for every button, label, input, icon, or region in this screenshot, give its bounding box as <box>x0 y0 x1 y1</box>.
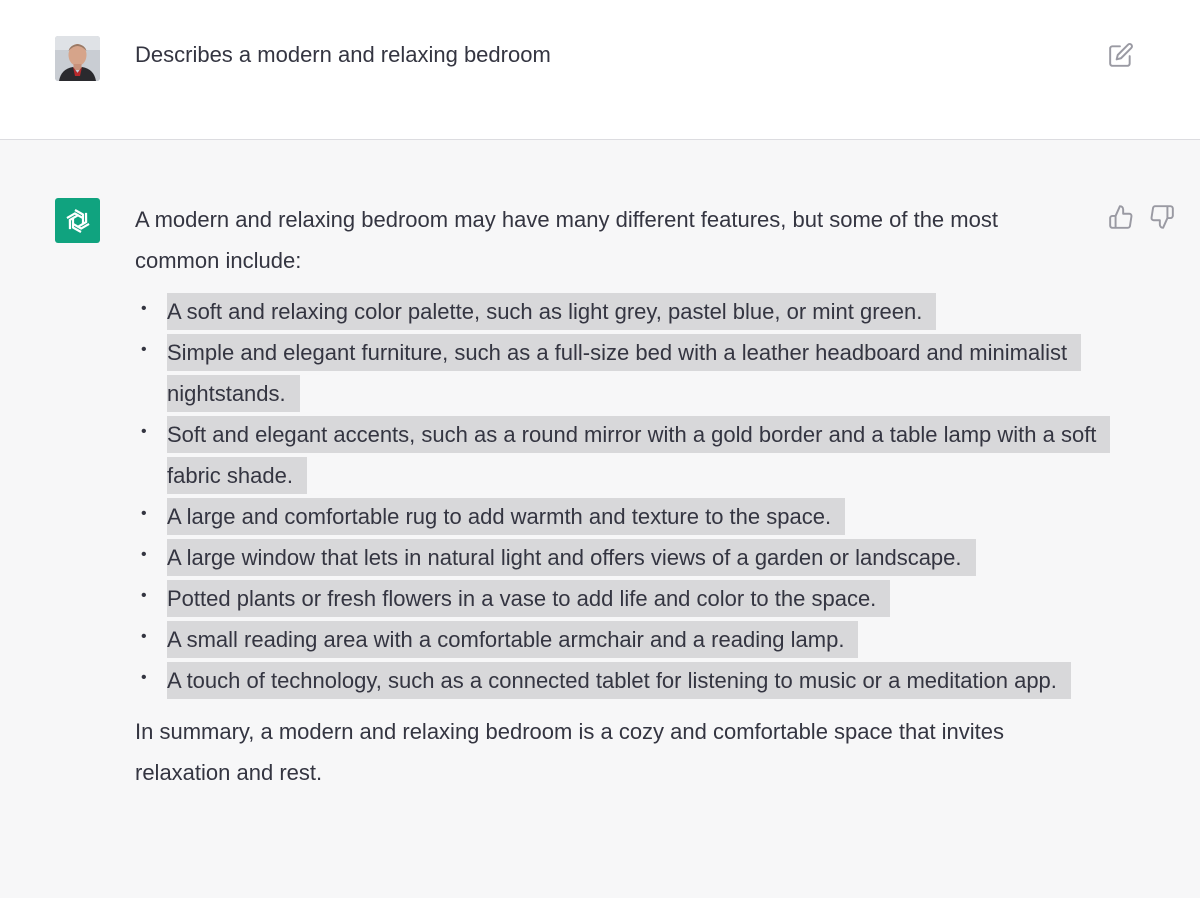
list-item-text: A large and comfortable rug to add warmth and texture to the space. <box>167 498 845 535</box>
user-message-row <box>0 0 1200 140</box>
list-item: • A soft and relaxing color palette, such as light grey, pastel blue, or mint green. <box>135 291 1110 332</box>
list-item-text: Soft and elegant accents, such as a round mirror with a gold border and a table lamp with a soft fabric shade. <box>167 416 1110 494</box>
list-item: • A large window that lets in natural light and offers views of a garden or landscape. <box>135 537 1110 578</box>
assistant-avatar <box>55 198 100 243</box>
list-item-text: A soft and relaxing color palette, such as light grey, pastel blue, or mint green. <box>167 293 936 330</box>
thumbs-up-icon[interactable] <box>1108 204 1134 230</box>
feature-list <box>135 291 1110 701</box>
list-item: • A large and comfortable rug to add warmth and texture to the space. <box>135 496 1110 537</box>
thumbs-down-icon[interactable] <box>1149 204 1175 230</box>
list-item: • A small reading area with a comfortable armchair and a reading lamp. <box>135 619 1110 660</box>
list-item-text: Simple and elegant furniture, such as a full-size bed with a leather headboard and minimalist nightstands. <box>167 334 1081 412</box>
list-item-text: A small reading area with a comfortable armchair and a reading lamp. <box>167 621 858 658</box>
openai-logo-icon <box>62 205 94 237</box>
edit-icon[interactable] <box>1108 42 1134 68</box>
list-item-text: A touch of technology, such as a connected tablet for listening to music or a meditation app. <box>167 662 1071 699</box>
assistant-summary-text: In summary, a modern and relaxing bedroom is a cozy and comfortable space that invites relaxation and rest. <box>135 719 1005 785</box>
list-item-text: A large window that lets in natural light and offers views of a garden or landscape. <box>167 539 976 576</box>
list-item: • A touch of technology, such as a connected tablet for listening to music or a meditation app. <box>135 660 1110 701</box>
list-item: • Simple and elegant furniture, such as a full-size bed with a leather headboard and minimalist nightstands. <box>135 332 1110 414</box>
user-avatar-photo <box>55 36 100 81</box>
list-item: • Potted plants or fresh flowers in a vase to add life and color to the space. <box>135 578 1110 619</box>
list-item: • Soft and elegant accents, such as a round mirror with a gold border and a table lamp with a soft fabric shade. <box>135 414 1110 496</box>
user-avatar <box>55 36 100 81</box>
assistant-message-row <box>0 140 1200 898</box>
assistant-message-content <box>135 199 1110 793</box>
list-item-text: Potted plants or fresh flowers in a vase to add life and color to the space. <box>167 580 890 617</box>
user-message-text: Describes a modern and relaxing bedroom <box>135 42 551 67</box>
assistant-intro-text: A modern and relaxing bedroom may have many different features, but some of the most common include: <box>135 207 998 273</box>
